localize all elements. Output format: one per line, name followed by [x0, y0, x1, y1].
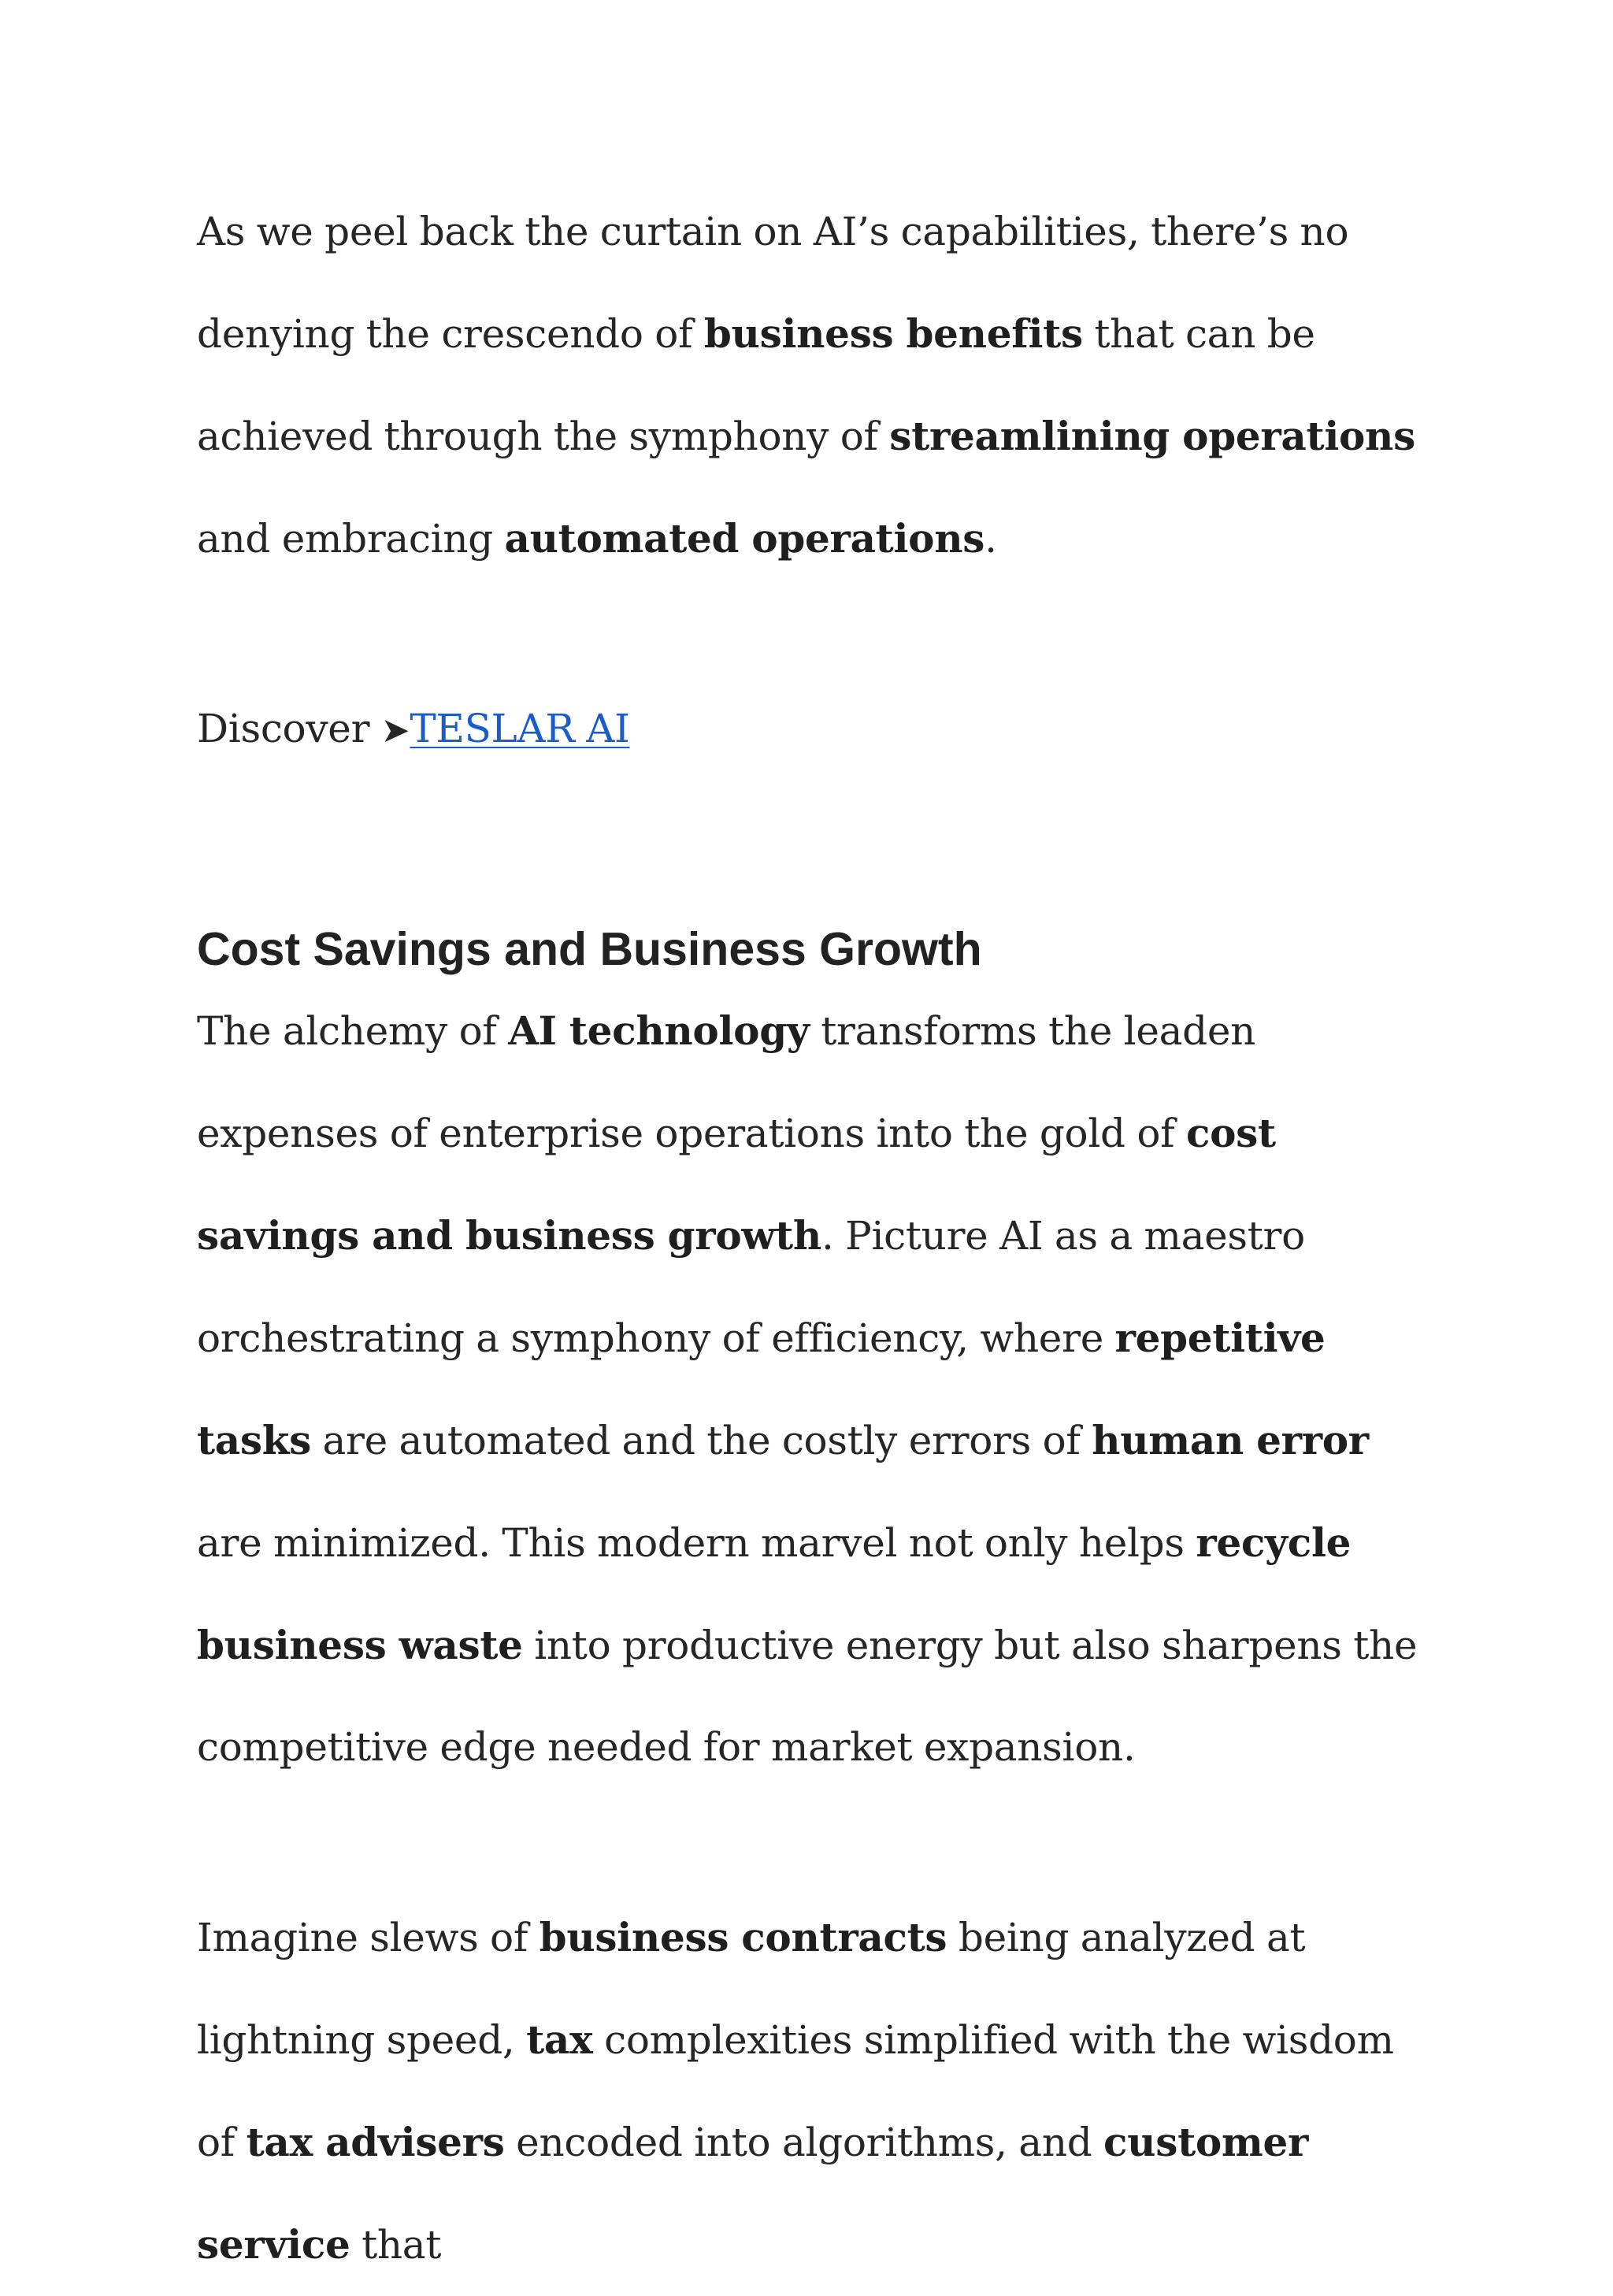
spacer [197, 781, 1441, 922]
document-content [197, 181, 1441, 2296]
text-run: encoded into algorithms, and [504, 2120, 1104, 2165]
text-run: . Picture AI as a maestro orchestrating a symphony of efficiency, where [197, 1213, 1305, 1361]
text-run: transforms the leaden expenses of enterprise operations into the gold of [197, 1008, 1256, 1156]
discover-line [197, 678, 1441, 781]
text-run: that [350, 2222, 442, 2268]
teslar-ai-link[interactable]: TESLAR AI [410, 706, 630, 751]
text-run: As we peel back the curtain on AI’s capabilities, there’s no denying the crescendo of [197, 209, 1349, 357]
text-run: and embracing [197, 516, 505, 562]
arrow-icon: ➤ [380, 710, 410, 751]
text-run: The alchemy of [197, 1008, 509, 1054]
bold-term: cost savings and business growth [197, 1110, 1276, 1259]
text-run: are automated and the costly errors of [310, 1418, 1092, 1463]
text-run: are minimized. This modern marvel not only helps [197, 1520, 1196, 1566]
bold-term: repetitive tasks [197, 1315, 1326, 1463]
text-run: into productive energy but also sharpens the competitive edge needed for market expansion. [197, 1623, 1418, 1770]
discover-label: Discover [197, 706, 381, 751]
bold-term: streamlining operations [889, 413, 1415, 459]
text-run: complexities simplified with the wisdom of [197, 2017, 1394, 2165]
bold-term: human error [1092, 1417, 1369, 1463]
text-run: being analyzed at lightning speed, [197, 1915, 1306, 2063]
intro-paragraph [197, 181, 1441, 590]
bold-term: business benefits [703, 310, 1083, 357]
bold-term: tax [526, 2016, 593, 2063]
contracts-paragraph [197, 1886, 1441, 2296]
bold-term: tax advisers [246, 2119, 505, 2165]
bold-term: recycle business waste [197, 1519, 1352, 1668]
spacer [197, 1798, 1441, 1886]
text-run: Imagine slews of [197, 1915, 540, 1960]
cost-savings-paragraph [197, 980, 1441, 1798]
section-heading: Cost Savings and Business Growth [197, 923, 982, 975]
bold-term: automated operations [504, 515, 985, 562]
bold-term: customer service [197, 2119, 1309, 2268]
bold-term: AI technology [508, 1007, 810, 1054]
spacer [197, 590, 1441, 678]
text-run: that can be achieved through the symphony of [197, 311, 1315, 459]
bold-term: business contracts [539, 1914, 947, 1960]
text-run: . [984, 516, 997, 562]
